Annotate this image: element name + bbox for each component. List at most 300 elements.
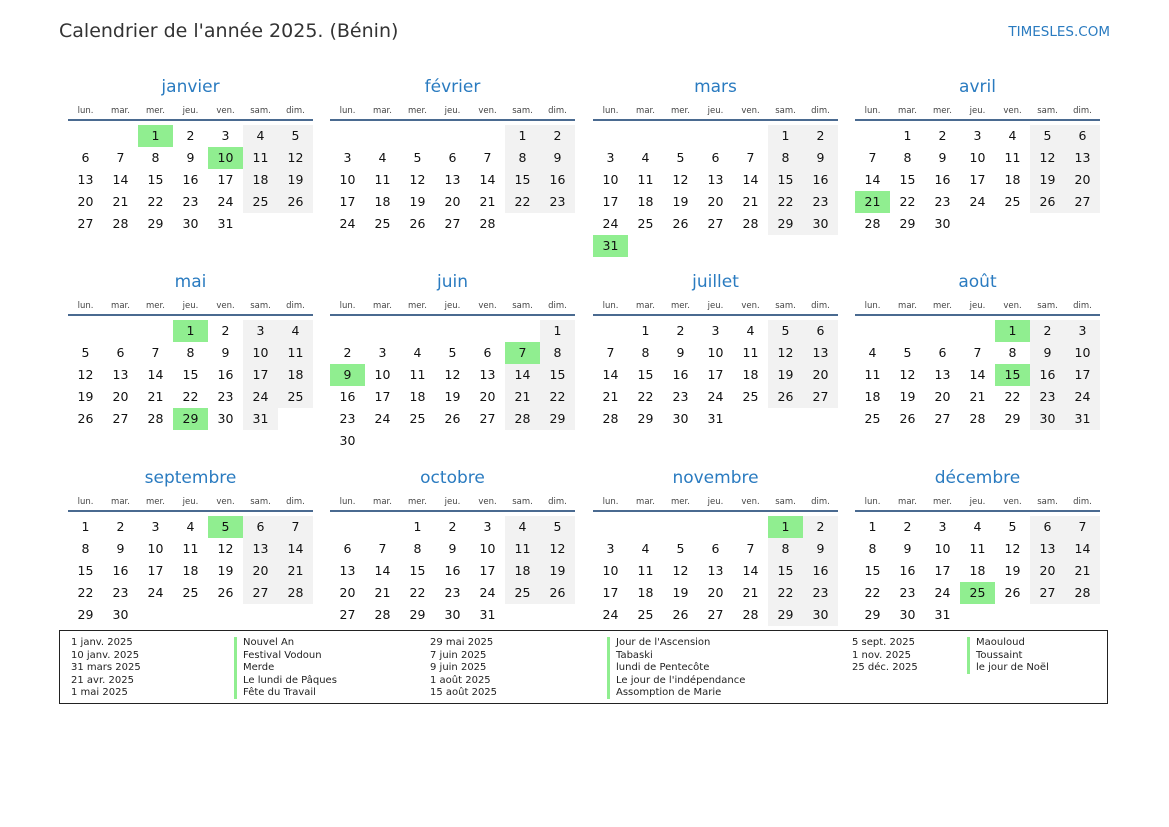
weekday-header xyxy=(593,495,838,509)
weekday-label: mar. xyxy=(898,301,917,311)
day-cell: 31 xyxy=(1065,408,1100,430)
day-cell: 23 xyxy=(1030,386,1065,408)
day-cell: 18 xyxy=(182,563,199,578)
day-cell: 3 xyxy=(606,150,615,165)
legend-name: le jour de Noël xyxy=(976,662,1049,673)
day-cell: 17 xyxy=(147,563,164,578)
month-name: décembre xyxy=(934,468,1021,488)
day-cell: 28 xyxy=(969,411,986,426)
day-cell: 12 xyxy=(409,172,426,187)
day-cell: 13 xyxy=(444,172,461,187)
day-cell: 28 xyxy=(742,216,759,231)
month-name: mai xyxy=(174,272,207,292)
day-cell: 5 xyxy=(540,516,575,538)
day-cell: 3 xyxy=(606,541,615,556)
day-cell: 26 xyxy=(278,191,313,213)
empty-cell xyxy=(663,516,698,538)
empty-cell xyxy=(925,320,960,342)
legend-name: Merde xyxy=(243,662,275,673)
day-cell: 26 xyxy=(1004,585,1021,600)
day-cell: 6 xyxy=(803,320,838,342)
weekday-label: mar. xyxy=(373,497,392,507)
day-cell: 30 xyxy=(112,607,129,622)
day-cell: 30 xyxy=(934,216,951,231)
day-cell: 23 xyxy=(217,389,234,404)
day-cell: 12 xyxy=(278,147,313,169)
day-cell: 22 xyxy=(77,585,94,600)
day-cell: 14 xyxy=(278,538,313,560)
day-cell: 18 xyxy=(278,364,313,386)
day-cell: 29 xyxy=(768,213,803,235)
weekday-label: sam. xyxy=(250,301,271,311)
legend-color-bar xyxy=(607,637,610,699)
day-cell: 4 xyxy=(505,516,540,538)
day-cell: 16 xyxy=(112,563,129,578)
day-cell: 8 xyxy=(186,345,195,360)
day-cell: 22 xyxy=(147,194,164,209)
day-cell: 5 xyxy=(413,150,422,165)
empty-cell xyxy=(68,320,103,342)
day-cell: 12 xyxy=(672,563,689,578)
day-cell: 8 xyxy=(540,342,575,364)
day-cell: 3 xyxy=(151,519,160,534)
day-cell: 27 xyxy=(707,607,724,622)
weekday-label: ven. xyxy=(216,497,235,507)
day-cell: 11 xyxy=(1004,150,1021,165)
day-cell: 23 xyxy=(112,585,129,600)
day-cell: 19 xyxy=(899,389,916,404)
day-cell: 14 xyxy=(505,364,540,386)
month-name: janvier xyxy=(161,77,220,97)
day-cell: 19 xyxy=(217,563,234,578)
weekday-label: dim. xyxy=(1073,301,1092,311)
holiday-day-cell: 15 xyxy=(995,364,1030,386)
day-cell: 13 xyxy=(934,367,951,382)
month-block xyxy=(855,265,1100,430)
month-name: juillet xyxy=(692,272,739,292)
day-cell: 19 xyxy=(768,364,803,386)
empty-cell xyxy=(103,320,138,342)
empty-cell xyxy=(698,125,733,147)
day-cell: 17 xyxy=(217,172,234,187)
day-cell: 26 xyxy=(768,386,803,408)
day-cell: 22 xyxy=(768,582,803,604)
day-cell: 2 xyxy=(186,128,195,143)
day-cell: 6 xyxy=(483,345,492,360)
day-cell: 24 xyxy=(147,585,164,600)
day-cell: 22 xyxy=(409,585,426,600)
day-cell: 1 xyxy=(505,125,540,147)
day-cell: 11 xyxy=(374,172,391,187)
day-cell: 30 xyxy=(672,411,689,426)
empty-cell xyxy=(400,320,435,342)
day-cell: 30 xyxy=(1030,408,1065,430)
day-cell: 17 xyxy=(339,194,356,209)
legend-name: lundi de Pentecôte xyxy=(616,662,710,673)
day-cell: 25 xyxy=(637,607,654,622)
day-cell: 10 xyxy=(969,150,986,165)
day-cell: 20 xyxy=(1030,560,1065,582)
empty-cell xyxy=(138,320,173,342)
day-grid xyxy=(330,516,575,626)
day-cell: 5 xyxy=(676,541,685,556)
day-cell: 17 xyxy=(243,364,278,386)
day-cell: 20 xyxy=(479,389,496,404)
weekday-header xyxy=(330,495,575,509)
day-cell: 28 xyxy=(479,216,496,231)
day-cell: 10 xyxy=(602,172,619,187)
empty-cell xyxy=(628,516,663,538)
day-cell: 28 xyxy=(602,411,619,426)
legend-date: 1 janv. 2025 xyxy=(71,637,133,648)
weekday-header xyxy=(855,104,1100,118)
day-cell: 23 xyxy=(803,582,838,604)
weekday-label: jeu. xyxy=(969,497,986,507)
day-cell: 20 xyxy=(77,194,94,209)
month-block xyxy=(68,461,313,626)
day-cell: 25 xyxy=(409,411,426,426)
day-cell: 27 xyxy=(803,386,838,408)
day-cell: 18 xyxy=(505,560,540,582)
day-cell: 26 xyxy=(899,411,916,426)
weekday-label: lun. xyxy=(602,106,619,116)
legend-name: Fête du Travail xyxy=(243,687,316,698)
weekday-label: mer. xyxy=(408,497,427,507)
day-cell: 6 xyxy=(1065,125,1100,147)
day-cell: 12 xyxy=(899,367,916,382)
weekday-label: mer. xyxy=(933,497,952,507)
day-grid xyxy=(68,125,313,235)
day-cell: 11 xyxy=(637,563,654,578)
weekday-label: mer. xyxy=(146,106,165,116)
weekday-label: ven. xyxy=(1003,497,1022,507)
day-cell: 21 xyxy=(602,389,619,404)
weekday-label: sam. xyxy=(1037,301,1058,311)
day-cell: 22 xyxy=(864,585,881,600)
empty-cell xyxy=(890,320,925,342)
day-cell: 6 xyxy=(938,345,947,360)
day-cell: 10 xyxy=(479,541,496,556)
weekday-label: sam. xyxy=(775,106,796,116)
day-cell: 23 xyxy=(540,191,575,213)
day-cell: 12 xyxy=(1004,541,1021,556)
day-cell: 4 xyxy=(378,150,387,165)
legend-date: 1 nov. 2025 xyxy=(852,649,911,661)
day-cell: 30 xyxy=(182,216,199,231)
day-cell: 31 xyxy=(479,607,496,622)
holiday-day-cell: 10 xyxy=(208,147,243,169)
weekday-label: sam. xyxy=(775,497,796,507)
day-cell: 24 xyxy=(217,194,234,209)
weekday-label: mar. xyxy=(111,301,130,311)
day-cell: 1 xyxy=(540,320,575,342)
month-divider xyxy=(855,119,1100,121)
weekday-label: lun. xyxy=(77,301,94,311)
day-cell: 2 xyxy=(676,323,685,338)
weekday-label: sam. xyxy=(1037,497,1058,507)
empty-cell xyxy=(855,125,890,147)
month-name: juin xyxy=(437,272,468,292)
weekday-label: dim. xyxy=(548,497,567,507)
day-cell: 25 xyxy=(182,585,199,600)
empty-cell xyxy=(365,320,400,342)
month-block xyxy=(330,265,575,452)
day-cell: 25 xyxy=(864,411,881,426)
day-cell: 7 xyxy=(151,345,160,360)
weekday-label: dim. xyxy=(811,301,830,311)
holiday-day-cell: 9 xyxy=(330,364,365,386)
holiday-day-cell: 1 xyxy=(768,516,803,538)
weekday-label: lun. xyxy=(864,301,881,311)
day-cell: 27 xyxy=(339,607,356,622)
day-cell: 8 xyxy=(903,150,912,165)
legend-names-2 xyxy=(616,637,745,700)
day-cell: 20 xyxy=(339,585,356,600)
month-divider xyxy=(330,510,575,512)
day-grid xyxy=(330,125,575,235)
day-cell: 4 xyxy=(413,345,422,360)
day-cell: 30 xyxy=(217,411,234,426)
day-cell: 23 xyxy=(182,194,199,209)
day-cell: 22 xyxy=(1004,389,1021,404)
day-cell: 20 xyxy=(934,389,951,404)
day-cell: 2 xyxy=(938,128,947,143)
day-cell: 22 xyxy=(637,389,654,404)
day-cell: 29 xyxy=(637,411,654,426)
weekday-label: sam. xyxy=(250,497,271,507)
weekday-label: lun. xyxy=(339,497,356,507)
day-cell: 10 xyxy=(1065,342,1100,364)
day-cell: 19 xyxy=(409,194,426,209)
day-cell: 24 xyxy=(602,216,619,231)
day-cell: 25 xyxy=(742,389,759,404)
day-cell: 27 xyxy=(479,411,496,426)
day-cell: 1 xyxy=(641,323,650,338)
month-divider xyxy=(593,510,838,512)
site-link[interactable]: TIMESLES.COM xyxy=(1008,24,1110,40)
day-cell: 19 xyxy=(278,169,313,191)
day-cell: 8 xyxy=(768,538,803,560)
day-cell: 30 xyxy=(444,607,461,622)
legend-dates-2 xyxy=(430,637,497,700)
legend-date: 5 sept. 2025 xyxy=(852,637,915,648)
day-cell: 8 xyxy=(641,345,650,360)
day-cell: 4 xyxy=(641,541,650,556)
day-cell: 20 xyxy=(707,585,724,600)
holiday-legend xyxy=(59,630,1108,704)
day-cell: 23 xyxy=(803,191,838,213)
day-cell: 5 xyxy=(81,345,90,360)
day-cell: 24 xyxy=(969,194,986,209)
legend-date: 10 janv. 2025 xyxy=(71,649,140,661)
weekday-label: mer. xyxy=(671,497,690,507)
empty-cell xyxy=(628,125,663,147)
day-cell: 7 xyxy=(746,150,755,165)
day-cell: 2 xyxy=(221,323,230,338)
month-name: février xyxy=(424,77,481,97)
day-cell: 27 xyxy=(707,216,724,231)
weekday-label: ven. xyxy=(1003,106,1022,116)
day-grid xyxy=(593,125,838,257)
day-cell: 9 xyxy=(1030,342,1065,364)
day-cell: 8 xyxy=(1008,345,1017,360)
weekday-header xyxy=(855,495,1100,509)
day-cell: 21 xyxy=(742,585,759,600)
empty-cell xyxy=(505,320,540,342)
day-cell: 13 xyxy=(707,563,724,578)
day-cell: 7 xyxy=(868,150,877,165)
weekday-header xyxy=(68,299,313,313)
legend-names-1 xyxy=(243,637,337,700)
day-cell: 11 xyxy=(182,541,199,556)
holiday-day-cell: 1 xyxy=(995,320,1030,342)
day-cell: 16 xyxy=(540,169,575,191)
day-cell: 26 xyxy=(217,585,234,600)
weekday-label: ven. xyxy=(478,301,497,311)
day-cell: 11 xyxy=(969,541,986,556)
day-cell: 5 xyxy=(768,320,803,342)
weekday-label: jeu. xyxy=(182,301,199,311)
day-cell: 24 xyxy=(374,411,391,426)
empty-cell xyxy=(365,516,400,538)
day-cell: 19 xyxy=(77,389,94,404)
day-cell: 29 xyxy=(899,216,916,231)
day-cell: 28 xyxy=(1065,582,1100,604)
empty-cell xyxy=(470,320,505,342)
day-cell: 15 xyxy=(864,563,881,578)
day-cell: 18 xyxy=(864,389,881,404)
month-block xyxy=(68,70,313,235)
legend-name: Assomption de Marie xyxy=(616,687,722,698)
weekday-header xyxy=(330,299,575,313)
day-cell: 1 xyxy=(868,519,877,534)
empty-cell xyxy=(330,125,365,147)
day-cell: 9 xyxy=(540,147,575,169)
day-cell: 9 xyxy=(803,147,838,169)
weekday-label: ven. xyxy=(741,301,760,311)
day-cell: 8 xyxy=(768,147,803,169)
day-cell: 5 xyxy=(448,345,457,360)
day-cell: 25 xyxy=(374,216,391,231)
day-cell: 22 xyxy=(899,194,916,209)
day-cell: 28 xyxy=(147,411,164,426)
day-cell: 9 xyxy=(938,150,947,165)
day-cell: 27 xyxy=(1065,191,1100,213)
day-cell: 13 xyxy=(1065,147,1100,169)
day-cell: 1 xyxy=(768,125,803,147)
day-cell: 29 xyxy=(540,408,575,430)
day-cell: 27 xyxy=(1030,582,1065,604)
weekday-label: jeu. xyxy=(444,497,461,507)
weekday-label: mar. xyxy=(898,106,917,116)
day-cell: 4 xyxy=(641,150,650,165)
day-cell: 9 xyxy=(186,150,195,165)
holiday-day-cell: 25 xyxy=(960,582,995,604)
day-cell: 13 xyxy=(77,172,94,187)
day-cell: 28 xyxy=(742,607,759,622)
day-cell: 14 xyxy=(479,172,496,187)
month-block xyxy=(593,461,838,626)
weekday-label: ven. xyxy=(216,301,235,311)
day-cell: 28 xyxy=(112,216,129,231)
day-cell: 13 xyxy=(339,563,356,578)
day-cell: 18 xyxy=(637,585,654,600)
weekday-label: mer. xyxy=(408,301,427,311)
day-cell: 19 xyxy=(1004,563,1021,578)
day-cell: 13 xyxy=(707,172,724,187)
day-cell: 25 xyxy=(505,582,540,604)
day-cell: 19 xyxy=(672,585,689,600)
day-cell: 21 xyxy=(742,194,759,209)
day-cell: 6 xyxy=(81,150,90,165)
month-block xyxy=(593,70,838,257)
weekday-label: mar. xyxy=(898,497,917,507)
day-cell: 16 xyxy=(182,172,199,187)
empty-cell xyxy=(68,125,103,147)
day-cell: 5 xyxy=(676,150,685,165)
empty-cell xyxy=(593,320,628,342)
day-cell: 15 xyxy=(899,172,916,187)
day-cell: 17 xyxy=(934,563,951,578)
holiday-day-cell: 7 xyxy=(505,342,540,364)
day-cell: 26 xyxy=(444,411,461,426)
weekday-label: sam. xyxy=(250,106,271,116)
month-divider xyxy=(68,119,313,121)
day-cell: 27 xyxy=(243,582,278,604)
weekday-label: dim. xyxy=(286,106,305,116)
weekday-label: lun. xyxy=(77,497,94,507)
weekday-label: sam. xyxy=(512,301,533,311)
day-cell: 3 xyxy=(1065,320,1100,342)
empty-cell xyxy=(663,125,698,147)
month-divider xyxy=(68,314,313,316)
weekday-label: lun. xyxy=(864,106,881,116)
day-cell: 30 xyxy=(899,607,916,622)
weekday-label: mer. xyxy=(146,301,165,311)
day-cell: 25 xyxy=(1004,194,1021,209)
day-cell: 20 xyxy=(803,364,838,386)
month-name: novembre xyxy=(672,468,759,488)
empty-cell xyxy=(400,125,435,147)
day-cell: 26 xyxy=(1030,191,1065,213)
day-cell: 28 xyxy=(278,582,313,604)
day-cell: 12 xyxy=(540,538,575,560)
weekday-label: mar. xyxy=(373,301,392,311)
weekday-label: lun. xyxy=(864,497,881,507)
weekday-label: mar. xyxy=(111,106,130,116)
weekday-label: lun. xyxy=(602,301,619,311)
month-block xyxy=(330,70,575,235)
day-cell: 7 xyxy=(973,345,982,360)
empty-cell xyxy=(960,320,995,342)
day-cell: 24 xyxy=(934,585,951,600)
day-cell: 4 xyxy=(746,323,755,338)
weekday-label: dim. xyxy=(548,106,567,116)
weekday-label: jeu. xyxy=(707,301,724,311)
legend-name: Jour de l'Ascension xyxy=(616,637,711,648)
day-cell: 10 xyxy=(934,541,951,556)
weekday-label: mer. xyxy=(146,497,165,507)
day-cell: 6 xyxy=(448,150,457,165)
page-title: Calendrier de l'année 2025. (Bénin) xyxy=(59,20,399,42)
day-cell: 18 xyxy=(1004,172,1021,187)
day-cell: 14 xyxy=(969,367,986,382)
day-grid xyxy=(68,516,313,626)
day-cell: 1 xyxy=(81,519,90,534)
day-cell: 14 xyxy=(1065,538,1100,560)
day-cell: 3 xyxy=(378,345,387,360)
holiday-day-cell: 29 xyxy=(173,408,208,430)
